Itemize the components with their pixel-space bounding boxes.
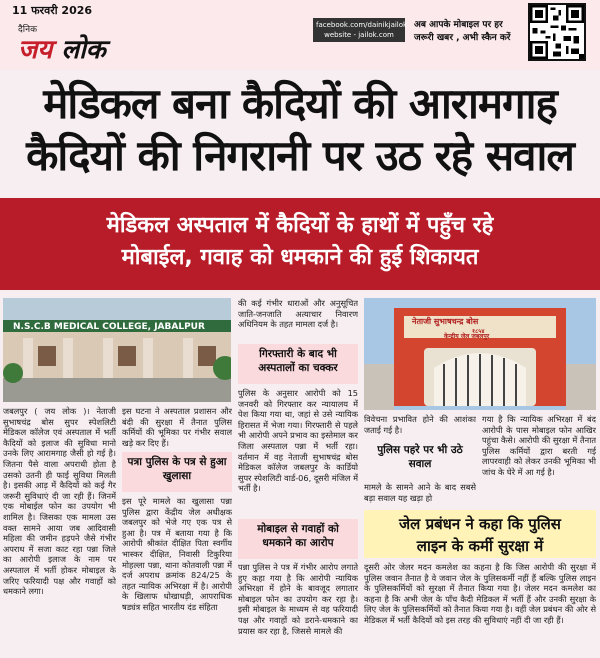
- social-links: [313, 18, 408, 42]
- qr-code-icon[interactable]: [528, 3, 586, 61]
- logo-lok: लोक: [61, 35, 106, 65]
- subheadline-line-2: मोबाईल, गवाह को धमकाने की हुई शिकायत: [121, 245, 479, 270]
- column-2-subhead: पत्रा पुलिस के पत्र से हुआ खुलासा: [122, 452, 232, 492]
- column-4-body: मामले के सामने आने के बाद सबसे बड़ा सवाल यह खड़ा हो: [364, 482, 476, 503]
- scan-slogan: [414, 19, 514, 45]
- slogan-line-1: अब आपके मोबाइल पर हर: [414, 20, 503, 30]
- jail-management-box-body: दूसरी ओर जेलर मदन कमलेश का कहना है कि जिस आरोपी की सुरक्षा में पुलिस जवान तैनात है वे जवान जेल के पुलिसकर्मी नहीं हैं बल्कि पुलिस लाइन के पुलिसकर्मियों को सुरक्षा में तैनात किया गया है। जेलर मदन कमलेश का कहना है कि अभी जेल के पाँच कैदी मेडिकल में भर्ती हैं और उनकी सुरक्षा के लिए जेल के पुलिसकर्मियों को तैनात किया गया है। वहीं जेल प्रबंधन की ओर से मेडिकल में भर्ती कैदियों को इस तरह की सुविधाएं नहीं दी जा रही हैं।: [364, 562, 596, 625]
- column-2-top: इस घटना ने अस्पताल प्रशासन और बंदी की सुरक्षा में तैनात पुलिस कर्मियों की भूमिका पर गंभीर सवाल खड़े कर दिए हैं।: [122, 406, 232, 448]
- column-3-body-1: पुलिस के अनुसार आरोपी को 15 जनवरी को गिरफ्तार कर न्यायालय में पेश किया गया था, जहां से उसे न्यायिक हिरासत में भेजा गया। गिरफ्तारी से पहले भी आरोपी अपने प्रभाव का इस्तेमाल कर जिला अस्पताल पन्ना में भर्ती रहा। वर्तमान में वह नेताजी सुभाषचंद्र बोस मेडिकल कॉलेज जबलपुर के कार्डियो सुपर स्पेशलिटी वार्ड-06, दूसरी मंजिल में भर्ती है।: [238, 388, 358, 494]
- facebook-link[interactable]: facebook.com/dainikjailok: [316, 21, 408, 29]
- logo-prefix: दैनिक: [18, 25, 38, 35]
- subheadline-line-1: मेडिकल अस्पताल में कैदियों के हाथों में पहुँच रहे: [106, 213, 494, 238]
- column-4-subhead: पुलिस पहरे पर भी उठे सवाल: [377, 444, 463, 470]
- sub-headline: [0, 198, 600, 290]
- central-jail-photo: [364, 298, 596, 410]
- box-title-line-1: जेल प्रबंधन ने कहा कि पुलिस: [399, 515, 561, 533]
- jail-sign-line-2: केन्द्रीय जेल जबलपुर: [444, 333, 490, 340]
- main-headline: [0, 78, 600, 182]
- column-3-top: की कई गंभीर धाराओं और अनुसूचित जाति-जनजाति अत्याचार निवारण अधिनियम के तहत मामला दर्ज है।: [238, 298, 358, 330]
- column-4-top: विवेचना प्रभावित होने की आशंका जताई गई है।: [364, 414, 476, 435]
- medical-college-photo: [3, 298, 231, 402]
- edition-date: 11 फरवरी 2026: [12, 4, 93, 17]
- jail-sign-line-1: नेताजी सुभाषचन्द्र बोस: [412, 317, 479, 326]
- website-link[interactable]: website - jailok.com: [324, 31, 394, 39]
- column-3-subhead-2: मोबाइल से गवाहों को धमकाने का आरोप: [238, 519, 358, 559]
- column-3-body-2: पन्ना पुलिस ने पत्र में गंभीर आरोप लगाते हुए कहा गया है कि आरोपी न्यायिक अभिरक्षा में होने के बावजूद लगातार मोबाइल फोन का उपयोग कर रहा है। इसी मोबाइल के माध्यम से वह फरियादी पक्ष और गवाहों को डराने-धमकाने का प्रयास कर रहा है, जिससे मामले की: [238, 562, 358, 636]
- column-1-text: जबलपुर ( जय लोक )। नेताजी सुभाषचंद्र बोस सुपर स्पेशलिटी मेडिकल कॉलेज एवं अस्पताल में भर्ती कैदियों को इलाज की सुविधा मानो उनके लिए आरामगाह जैसी हो गई है। जितना पैसे वाला अपराधी होता है उसको उतनी ही फाई सुविधा मिलती है। इसकी आड़ में कैदियों को कई गैर जरूरी सुविधाएं दी जा रही हैं। जिनमें एक मोबाईल फोन का उपयोग भी शामिल है। जिसका एक मामला उस वक्त सामने आया जब आदिवासी महिला की जमीन हड़पने जैसे गंभीर अपराध में सजा काट रहा पन्ना जिले का आरोपी इलाज के नाम पर अस्पताल में भर्ती होकर मोबाइल के जरिए फरियादी पक्ष और गवाहों को धमकाने लगा।: [3, 406, 116, 597]
- jail-management-box-title: [364, 510, 596, 558]
- building-image: [3, 298, 231, 402]
- jail-sign-year: १८५४: [472, 328, 485, 335]
- headline-line-2: कैदियों की निगरानी पर उठ रहे सवाल: [26, 131, 574, 180]
- college-sign: N.S.C.B MEDICAL COLLEGE, JABALPUR: [13, 322, 205, 332]
- column-5-top: गया है कि न्यायिक अभिरक्षा में बंद आरोपी के पास मोबाइल फोन आखिर पहुंचा कैसे। आरोपी की सुरक्षा में तैनात पुलिस कर्मियों द्वारा बरती गई लापरवाही को लेकर उनकी भूमिका भी जांच के घेरे में आ गई है।: [482, 414, 596, 477]
- jail-gate-image: [364, 298, 596, 410]
- column-3-subhead-1: गिरफ्तारी के बाद भी अस्पतालों का चक्कर: [238, 344, 358, 384]
- column-2-body: इस पूरे मामले का खुलासा पन्ना पुलिस द्वारा केंद्रीय जेल अधीक्षक जबलपुर को भेजे गए एक पत्र से हुआ है। पत्र में बताया गया है कि आरोपी श्रीकांत दीक्षित पिता स्वर्गीय भास्कर दीक्षित, निवासी टिकुरिया मोहल्ला पन्ना, थाना कोतवाली पन्ना में दर्ज अपराध क्रमांक 824/25 के तहत न्यायिक अभिरक्षा में है। आरोपी के खिलाफ धोखाधड़ी, आपराधिक षड्यंत्र सहित भारतीय दंड संहिता: [122, 496, 232, 612]
- slogan-line-2: जरूरी खबर , अभी स्कैन करें: [414, 33, 511, 43]
- masthead: [0, 0, 600, 70]
- logo-jay: जय: [18, 35, 53, 65]
- headline-line-1: मेडिकल बना कैदियों की आरामगाह: [43, 79, 557, 128]
- newspaper-logo: [18, 30, 106, 66]
- box-title-line-2: लाइन के कर्मी सुरक्षा में: [416, 537, 544, 555]
